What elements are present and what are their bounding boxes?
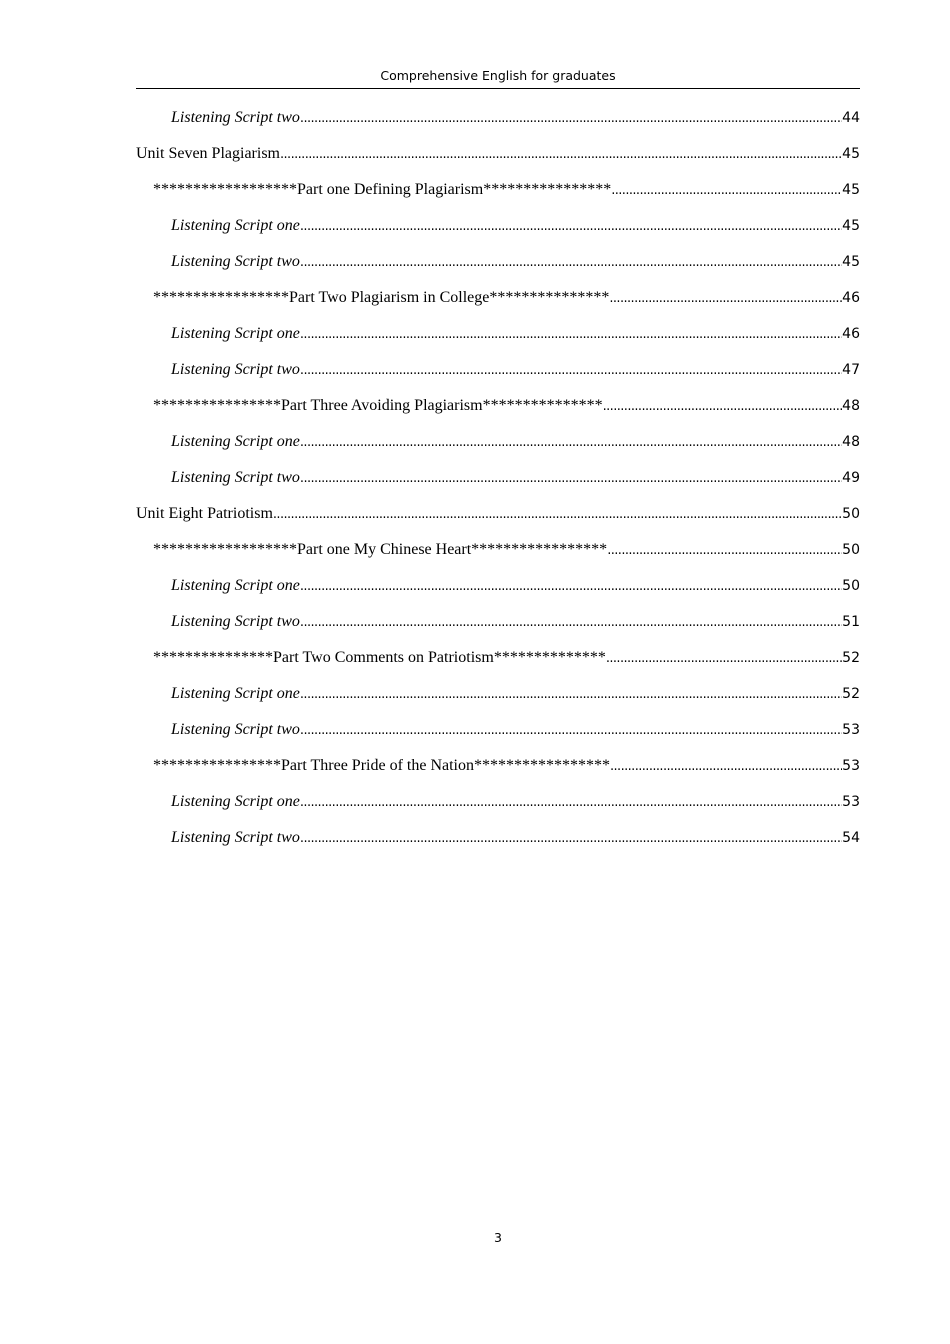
toc-entry[interactable] [136, 460, 860, 496]
toc-dot-leader [300, 613, 842, 633]
toc-dot-leader [300, 685, 842, 705]
toc-entry-title: Listening Script one [171, 325, 300, 342]
toc-entry[interactable] [136, 640, 860, 676]
toc-dot-leader [273, 505, 842, 525]
toc-entry-title: Listening Script one [171, 793, 300, 810]
toc-entry-title: Listening Script one [171, 217, 300, 234]
toc-dot-leader [300, 721, 842, 741]
toc-entry-title: Unit Seven Plagiarism [136, 145, 280, 162]
toc-entry[interactable] [136, 496, 860, 532]
toc-dot-leader [300, 361, 842, 381]
toc-dot-leader [603, 397, 843, 417]
toc-dot-leader [300, 469, 842, 489]
toc-entry[interactable] [136, 136, 860, 172]
toc-dot-leader [609, 289, 842, 309]
toc-entry-page: 44 [842, 110, 860, 126]
toc-entry-page: 50 [842, 542, 860, 558]
toc-entry-page: 53 [842, 758, 860, 774]
toc-entry[interactable] [136, 316, 860, 352]
toc-entry[interactable] [136, 280, 860, 316]
toc-entry[interactable] [136, 172, 860, 208]
toc-entry-page: 50 [842, 506, 860, 522]
toc-entry-page: 46 [842, 326, 860, 342]
toc-entry[interactable] [136, 676, 860, 712]
toc-entry-title: ***************Part Two Comments on Patriotism************** [153, 649, 606, 666]
toc-entry[interactable] [136, 568, 860, 604]
toc-entry-title: ******************Part one My Chinese Heart***************** [153, 541, 608, 558]
toc-entry[interactable] [136, 784, 860, 820]
toc-dot-leader [300, 793, 842, 813]
toc-entry-title: Listening Script two [171, 361, 300, 378]
toc-dot-leader [610, 757, 842, 777]
toc-entry[interactable] [136, 712, 860, 748]
toc-entry-page: 52 [842, 686, 860, 702]
toc-entry-page: 45 [842, 146, 860, 162]
toc-entry[interactable] [136, 532, 860, 568]
toc-entry-page: 50 [842, 578, 860, 594]
toc-entry[interactable] [136, 388, 860, 424]
table-of-contents [136, 100, 860, 856]
toc-dot-leader [300, 577, 842, 597]
toc-entry-title: Listening Script one [171, 577, 300, 594]
toc-dot-leader [300, 433, 842, 453]
toc-entry-title: Listening Script one [171, 685, 300, 702]
toc-entry-title: Listening Script two [171, 613, 300, 630]
toc-dot-leader [300, 217, 842, 237]
toc-entry-page: 52 [842, 650, 860, 666]
toc-dot-leader [611, 181, 842, 201]
toc-entry-page: 45 [842, 218, 860, 234]
toc-dot-leader [280, 145, 842, 165]
toc-entry-title: ****************Part Three Pride of the Nation***************** [153, 757, 610, 774]
toc-dot-leader [300, 829, 842, 849]
toc-entry-page: 54 [842, 830, 860, 846]
toc-entry[interactable] [136, 244, 860, 280]
toc-dot-leader [606, 649, 842, 669]
toc-entry-title: Listening Script one [171, 433, 300, 450]
toc-entry[interactable] [136, 424, 860, 460]
toc-entry[interactable] [136, 820, 860, 856]
toc-entry[interactable] [136, 208, 860, 244]
toc-entry[interactable] [136, 100, 860, 136]
toc-entry-page: 49 [842, 470, 860, 486]
toc-entry-title: Listening Script two [171, 109, 300, 126]
toc-dot-leader [300, 109, 842, 129]
toc-entry-title: Listening Script two [171, 721, 300, 738]
toc-entry-page: 45 [842, 254, 860, 270]
toc-dot-leader [300, 253, 842, 273]
toc-entry-page: 48 [842, 398, 860, 414]
toc-entry-title: ******************Part one Defining Plagiarism**************** [153, 181, 612, 198]
toc-dot-leader [607, 541, 842, 561]
toc-entry-title: Listening Script two [171, 829, 300, 846]
toc-entry[interactable] [136, 604, 860, 640]
toc-entry[interactable] [136, 352, 860, 388]
toc-entry[interactable] [136, 748, 860, 784]
toc-entry-title: Listening Script two [171, 469, 300, 486]
page-header: Comprehensive English for graduates [136, 67, 860, 89]
toc-entry-page: 45 [842, 182, 860, 198]
toc-entry-page: 51 [842, 614, 860, 630]
toc-entry-page: 53 [842, 722, 860, 738]
page-number: 3 [494, 1230, 502, 1245]
toc-entry-page: 46 [842, 290, 860, 306]
toc-entry-page: 47 [842, 362, 860, 378]
toc-entry-page: 48 [842, 434, 860, 450]
toc-entry-title: *****************Part Two Plagiarism in College*************** [153, 289, 610, 306]
toc-dot-leader [300, 325, 842, 345]
toc-entry-title: Listening Script two [171, 253, 300, 270]
toc-entry-title: Unit Eight Patriotism [136, 505, 273, 522]
toc-entry-title: ****************Part Three Avoiding Plagiarism*************** [153, 397, 603, 414]
toc-entry-page: 53 [842, 794, 860, 810]
